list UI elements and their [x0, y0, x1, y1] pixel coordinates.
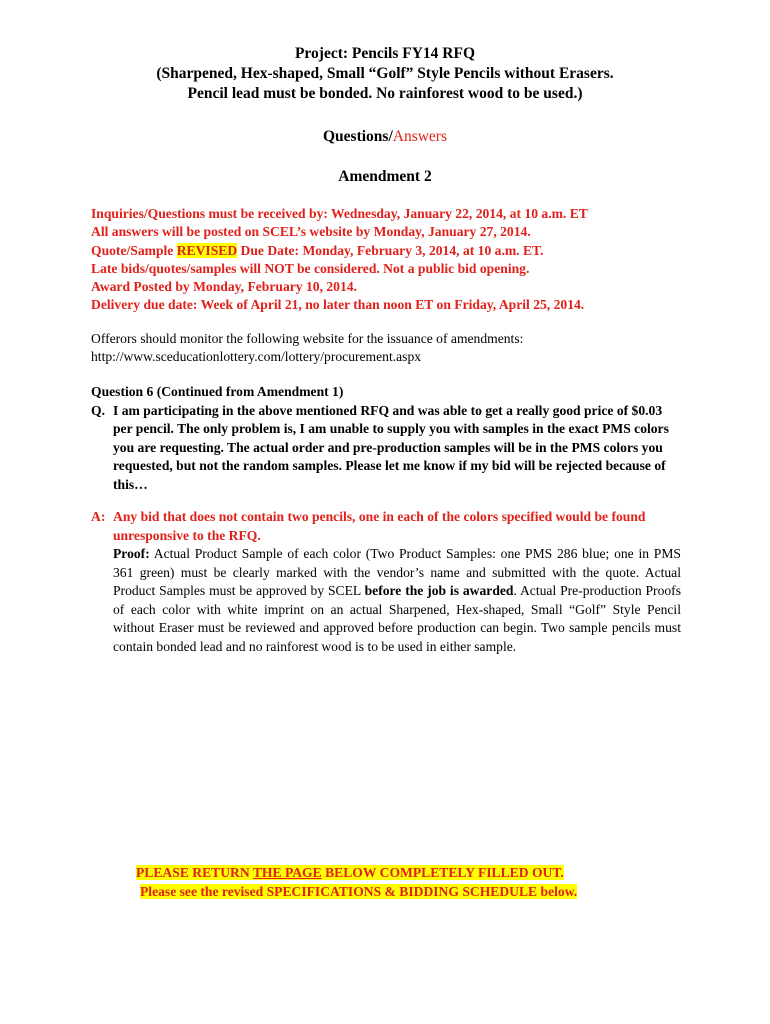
- return-line-2: [140, 882, 770, 901]
- return-prefix: PLEASE RETURN: [136, 865, 253, 880]
- delivery-due-date: Delivery due date: Week of April 21, no later than noon ET on Friday, April 25, 2014.: [91, 297, 585, 313]
- proof-bold: before the job is awarded: [364, 583, 514, 598]
- offerors-text: Offerors should monitor the following website for the issuance of amendments:: [91, 331, 524, 346]
- answers-label: Answers: [392, 128, 447, 145]
- title-line-1: Project: Pencils FY14 RFQ: [294, 45, 476, 62]
- important-dates: [91, 205, 711, 315]
- proof-text-2: . Actual Pre-production Proofs of each color with white imprint on an actual Sharpened, Hex-shaped, Small “Golf” Style Pencil without Eraser must be reviewed and approved before production can begin. Two sample pencils must contain bonded lead and no rainforest wood is to be used in either sample.: [113, 583, 681, 654]
- answer-red-text: Any bid that does not contain two pencils, one in each of the colors specified would be found unresponsive to the RFQ.: [113, 509, 646, 543]
- questions-label: Questions/: [322, 128, 393, 145]
- award-posted-date: Award Posted by Monday, February 10, 2014.: [91, 279, 357, 295]
- offerors-notice: [91, 330, 711, 366]
- answer-block: [91, 508, 681, 656]
- quote-due-date: [91, 242, 711, 260]
- revised-highlight: REVISED: [176, 242, 238, 258]
- procurement-url[interactable]: http://www.sceducationlottery.com/lottery/procurement.aspx: [91, 349, 422, 364]
- return-notice: [0, 863, 770, 901]
- proof-text-1: Actual Product Sample of each color (Two Product Samples: one PMS 286 blue; one in PMS 361 green) must be clearly marked with the vendor’s name and submitted with the quote. Actual Product Samples must be approved by SCEL: [113, 546, 681, 598]
- qa-heading: [0, 128, 770, 146]
- answers-posted-date: All answers will be posted on SCEL’s website by Monday, January 27, 2014.: [91, 224, 531, 240]
- return-suffix: BELOW COMPLETELY FILLED OUT.: [321, 865, 564, 880]
- question-text: I am participating in the above mentioned RFQ and was able to get a really good price of $0.03 per pencil. The only problem is, I am unable to supply you with samples in the exact PMS colors you are requesting. The actual order and pre-production samples will be in the PMS colors you requested, but not the random samples. Please let me know if my bid will be rejected because of this…: [113, 402, 669, 492]
- revised-spec-note: Please see the revised SPECIFICATIONS & BIDDING SCHEDULE below.: [140, 884, 578, 899]
- proof-label: Proof:: [113, 546, 150, 561]
- the-page-underlined: THE PAGE: [252, 865, 322, 880]
- proof-paragraph: [113, 545, 681, 656]
- document-title: [0, 44, 770, 104]
- late-bids-note: Late bids/quotes/samples will NOT be considered. Not a public bid opening.: [91, 260, 530, 276]
- quote-due-suffix: Due Date: Monday, February 3, 2014, at 10 a.m. ET.: [237, 242, 544, 258]
- return-line-1: [136, 863, 770, 882]
- title-line-3: Pencil lead must be bonded. No rainforest wood to be used.): [187, 85, 583, 102]
- inquiries-deadline: Inquiries/Questions must be received by: Wednesday, January 22, 2014, at 10 a.m. ET: [91, 206, 588, 221]
- quote-due-prefix: Quote/Sample: [91, 242, 177, 258]
- title-line-2: (Sharpened, Hex-shaped, Small “Golf” Style Pencils without Erasers.: [156, 65, 614, 82]
- answer-label: A:: [91, 509, 106, 524]
- question-heading: Question 6 (Continued from Amendment 1): [91, 384, 344, 399]
- question-block: [91, 383, 681, 494]
- question-label: Q.: [91, 402, 105, 418]
- amendment-heading: Amendment 2: [338, 168, 432, 185]
